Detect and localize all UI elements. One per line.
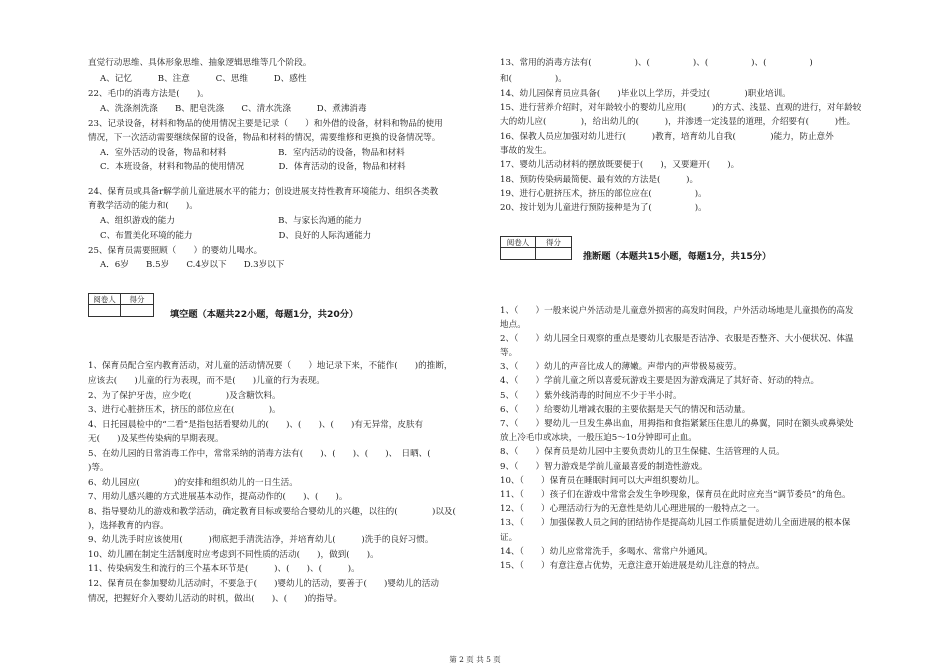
left-line: 25、保育员需要照顾（ ）的婴幼儿喝水。 [88,246,263,256]
fill-line: )，选择教育的内容。 [88,521,169,531]
right-line: 19、进行心脏挤压术，挤压的部位应在( )。 [500,189,707,199]
fill-section-title: 填空题（本题共22小题，每题1分，共20分） [170,309,359,320]
fill-line: 7、用幼儿感兴趣的方式进展基本动作，提高动作的( )、( )。 [88,492,348,502]
left-line: 24、保育员或具备r解学前儿童进展水平的能力；创设进展支持性教育环境能力、组织各类教 [88,187,439,197]
judge-line: 放上冷毛巾或冰块，一般压迫5～10分钟即可止血。 [500,433,697,443]
judge-line: 9、（ ）智力游戏是学前儿童最喜爱的制造性游戏。 [500,462,708,472]
reviewer-label: 阅卷人 [501,237,536,248]
judge-line: 地点。 [500,320,526,330]
reviewer-cell [501,248,536,259]
judge-line: 14、（ ）幼儿应常常洗手，多喝水、常常户外通风。 [500,547,713,557]
fill-line: 1、保育员配合室内教育活动，对儿童的活动情况要（ ）地记录下来，不能作( )的推断， [88,361,453,371]
judge-line: 15、（ ）有意注意占优势，无意注意开始进展是幼儿注意的特点。 [500,561,765,571]
judge-section-title: 推断题（本题共15小题，每题1分，共15分） [583,251,772,262]
judge-line: 11、（ ）孩子们在游戏中常常会发生争吵现象，保育员在此时应充当“调节委员”的角色。 [500,490,851,500]
fill-line: 9、幼儿洗手时应该使用( )彻底把手清洗洁净，并培育幼儿( )洗手的良好习惯。 [88,535,434,545]
right-line: 14、幼儿园保育员应具备( )毕业以上学历，并受过( )职业培训。 [500,89,791,99]
left-line: A、记忆 B、注意 C、思维 D、感性 [100,74,307,84]
judge-line: 8、（ ）保育员是幼儿园中主要负责幼儿的卫生保健、生活管理的人员。 [500,447,785,457]
right-line: 16、保教人员应加强对幼儿进行( )教育，培育幼儿自我( )能力，防止意外 [500,132,834,142]
judge-line: 2、（ ）幼儿园全日观察的重点是婴幼儿衣服是否洁净、衣服是否整齐、大小便状况、体温 [500,334,854,344]
left-line: A．6岁 B.5岁 C.4岁以下 D.3岁以下 [100,260,285,270]
reviewer-label: 阅卷人 [89,294,121,305]
judge-line: 7、（ ）婴幼儿一旦发生鼻出血，用拇指和食指紧紧压住患儿的鼻翼，同时在额头或鼻梁处 [500,419,854,429]
judge-line: 6、（ ）给婴幼儿增减衣服的主要依据是天气的情况和活动量。 [500,405,751,415]
fill-line: )等。 [88,463,109,473]
fill-line: 无( )及某些传染病的早期表现。 [88,434,224,444]
fill-line: 10、幼儿圃在制定生活制度时应考虑到不同性质的活动( )，做到( )。 [88,550,379,560]
reviewer-cell [89,305,121,316]
right-line: 15、进行营养介绍时，对年龄较小的婴幼儿应用( )的方式、浅显、直观的进行，对年龄较 [500,103,862,113]
judge-line: 等。 [500,348,518,358]
right-line: 17、婴幼儿活动材料的摆放既要便于( )，又要避开( )。 [500,160,740,170]
right-line: 事故的发生。 [500,146,552,156]
fill-line: 5、在幼儿园的日常消毒工作中，常常采纳的消毒方法有( )、( )、( )、 日晒、( [88,449,448,459]
left-line: 23、记录设备，材料和物品的使用情况主要是记录（ ）和外借的设备，材料和物品的使用 [88,119,443,129]
score-box-judge [500,236,572,260]
right-line: 大的幼儿应( )，给出幼儿的( )，并渗透一定浅显的道理，介绍要有( )性。 [500,117,856,127]
judge-line: 证。 [500,533,518,543]
fill-line: 4、日托园晨检中的“二看”是指包括看婴幼儿的( )、( )、( )有无异常，皮肤有 [88,420,424,430]
score-label: 得分 [121,294,153,305]
left-line: C、布置美化环境的能力 D、良好的人际沟通能力 [100,231,372,241]
left-line: 育教学活动的能力和( )。 [88,201,198,211]
judge-line: 12、（ ）心理活动行为的无意性是幼儿心理进展的一般特点之一。 [500,504,765,514]
right-line: 和( )。 [500,74,567,84]
judge-line: 5、（ ）紫外线消毒的时间应不少于半小时。 [500,391,682,401]
left-line: A、洗涤剂洗涤 B、肥皂洗涤 C、清水洗涤 D、煮沸消毒 [100,104,367,114]
judge-line: 10、（ ）保育员在睡眠时间可以大声组织婴幼儿。 [500,476,705,486]
fill-line: 2、为了保护牙齿，应少吃( )及含糖饮料。 [88,391,281,401]
page-footer: 第 2 页 共 5 页 [449,655,501,664]
judge-line: 3、（ ）幼儿的声音比成人的薄嫩。声带内的声带极易疲劳。 [500,362,742,372]
judge-line: 4、（ ）学前儿童之所以喜爱玩游戏主要是因为游戏满足了其好奇、好动的特点。 [500,376,820,386]
left-line: 情况，下一次活动需要继续保留的设备，物品和材料的情况，需要维修和更换的设备情况等。 [88,133,441,143]
right-line: 13、常用的消毒方法有( )、( )、( )、( ) [500,58,813,68]
left-line: A、组织游戏的能力 B、与家长沟通的能力 [100,216,362,226]
score-cell [121,305,153,316]
fill-line: 8、指导婴幼儿的游戏和教学活动，确定教育目标或要给合婴幼儿的兴趣，以往的( )以及( [88,507,456,517]
fill-line: 情况，把握好介入婴幼儿活动的时机，做出( )、( )的指导。 [88,594,343,604]
score-label: 得分 [536,237,571,248]
left-line: A．室外活动的设备，物品和材料 B．室内活动的设备，物品和材料 [100,148,405,158]
fill-line: 11、传染病发生和流行的三个基本环节是( )、( )、( )。 [88,564,360,574]
right-line: 20、按计划为儿童进行预防接种是为了( )。 [500,203,707,213]
judge-line: 1、（ ）一般来说户外活动是儿童意外损害的高发时间段，户外活动场地是儿童损伤的高发 [500,306,854,316]
score-box-fill [88,293,154,317]
right-line: 18、预防传染病最简便、最有效的方法是( )。 [500,175,699,185]
fill-line: 应该去( )儿童的行为表现，而不是( )儿童的行为表现。 [88,376,325,386]
score-cell [536,248,571,259]
fill-line: 6、幼儿园应( )的安排和组织幼儿的一日生活。 [88,478,298,488]
left-line: C．本班设备，材料和物品的使用情况 D．体育活动的设备，物品和材料 [100,162,406,172]
fill-line: 3、进行心脏挤压术，挤压的部位应在( )。 [88,405,281,415]
left-line: 22、毛巾的消毒方法是( )。 [88,89,209,99]
fill-line: 12、保育员在参加婴幼儿活动时，不要急于( )婴幼儿的活动，要善于( )婴幼儿的活动 [88,579,439,589]
left-line: 直觉行动思维、具体形象思维、抽象逻辑思维等几个阶段。 [88,58,312,68]
judge-line: 13、（ ）加强保教人员之间的团结协作是提高幼儿园工作质量促进幼儿全面进展的根本保 [500,518,851,528]
